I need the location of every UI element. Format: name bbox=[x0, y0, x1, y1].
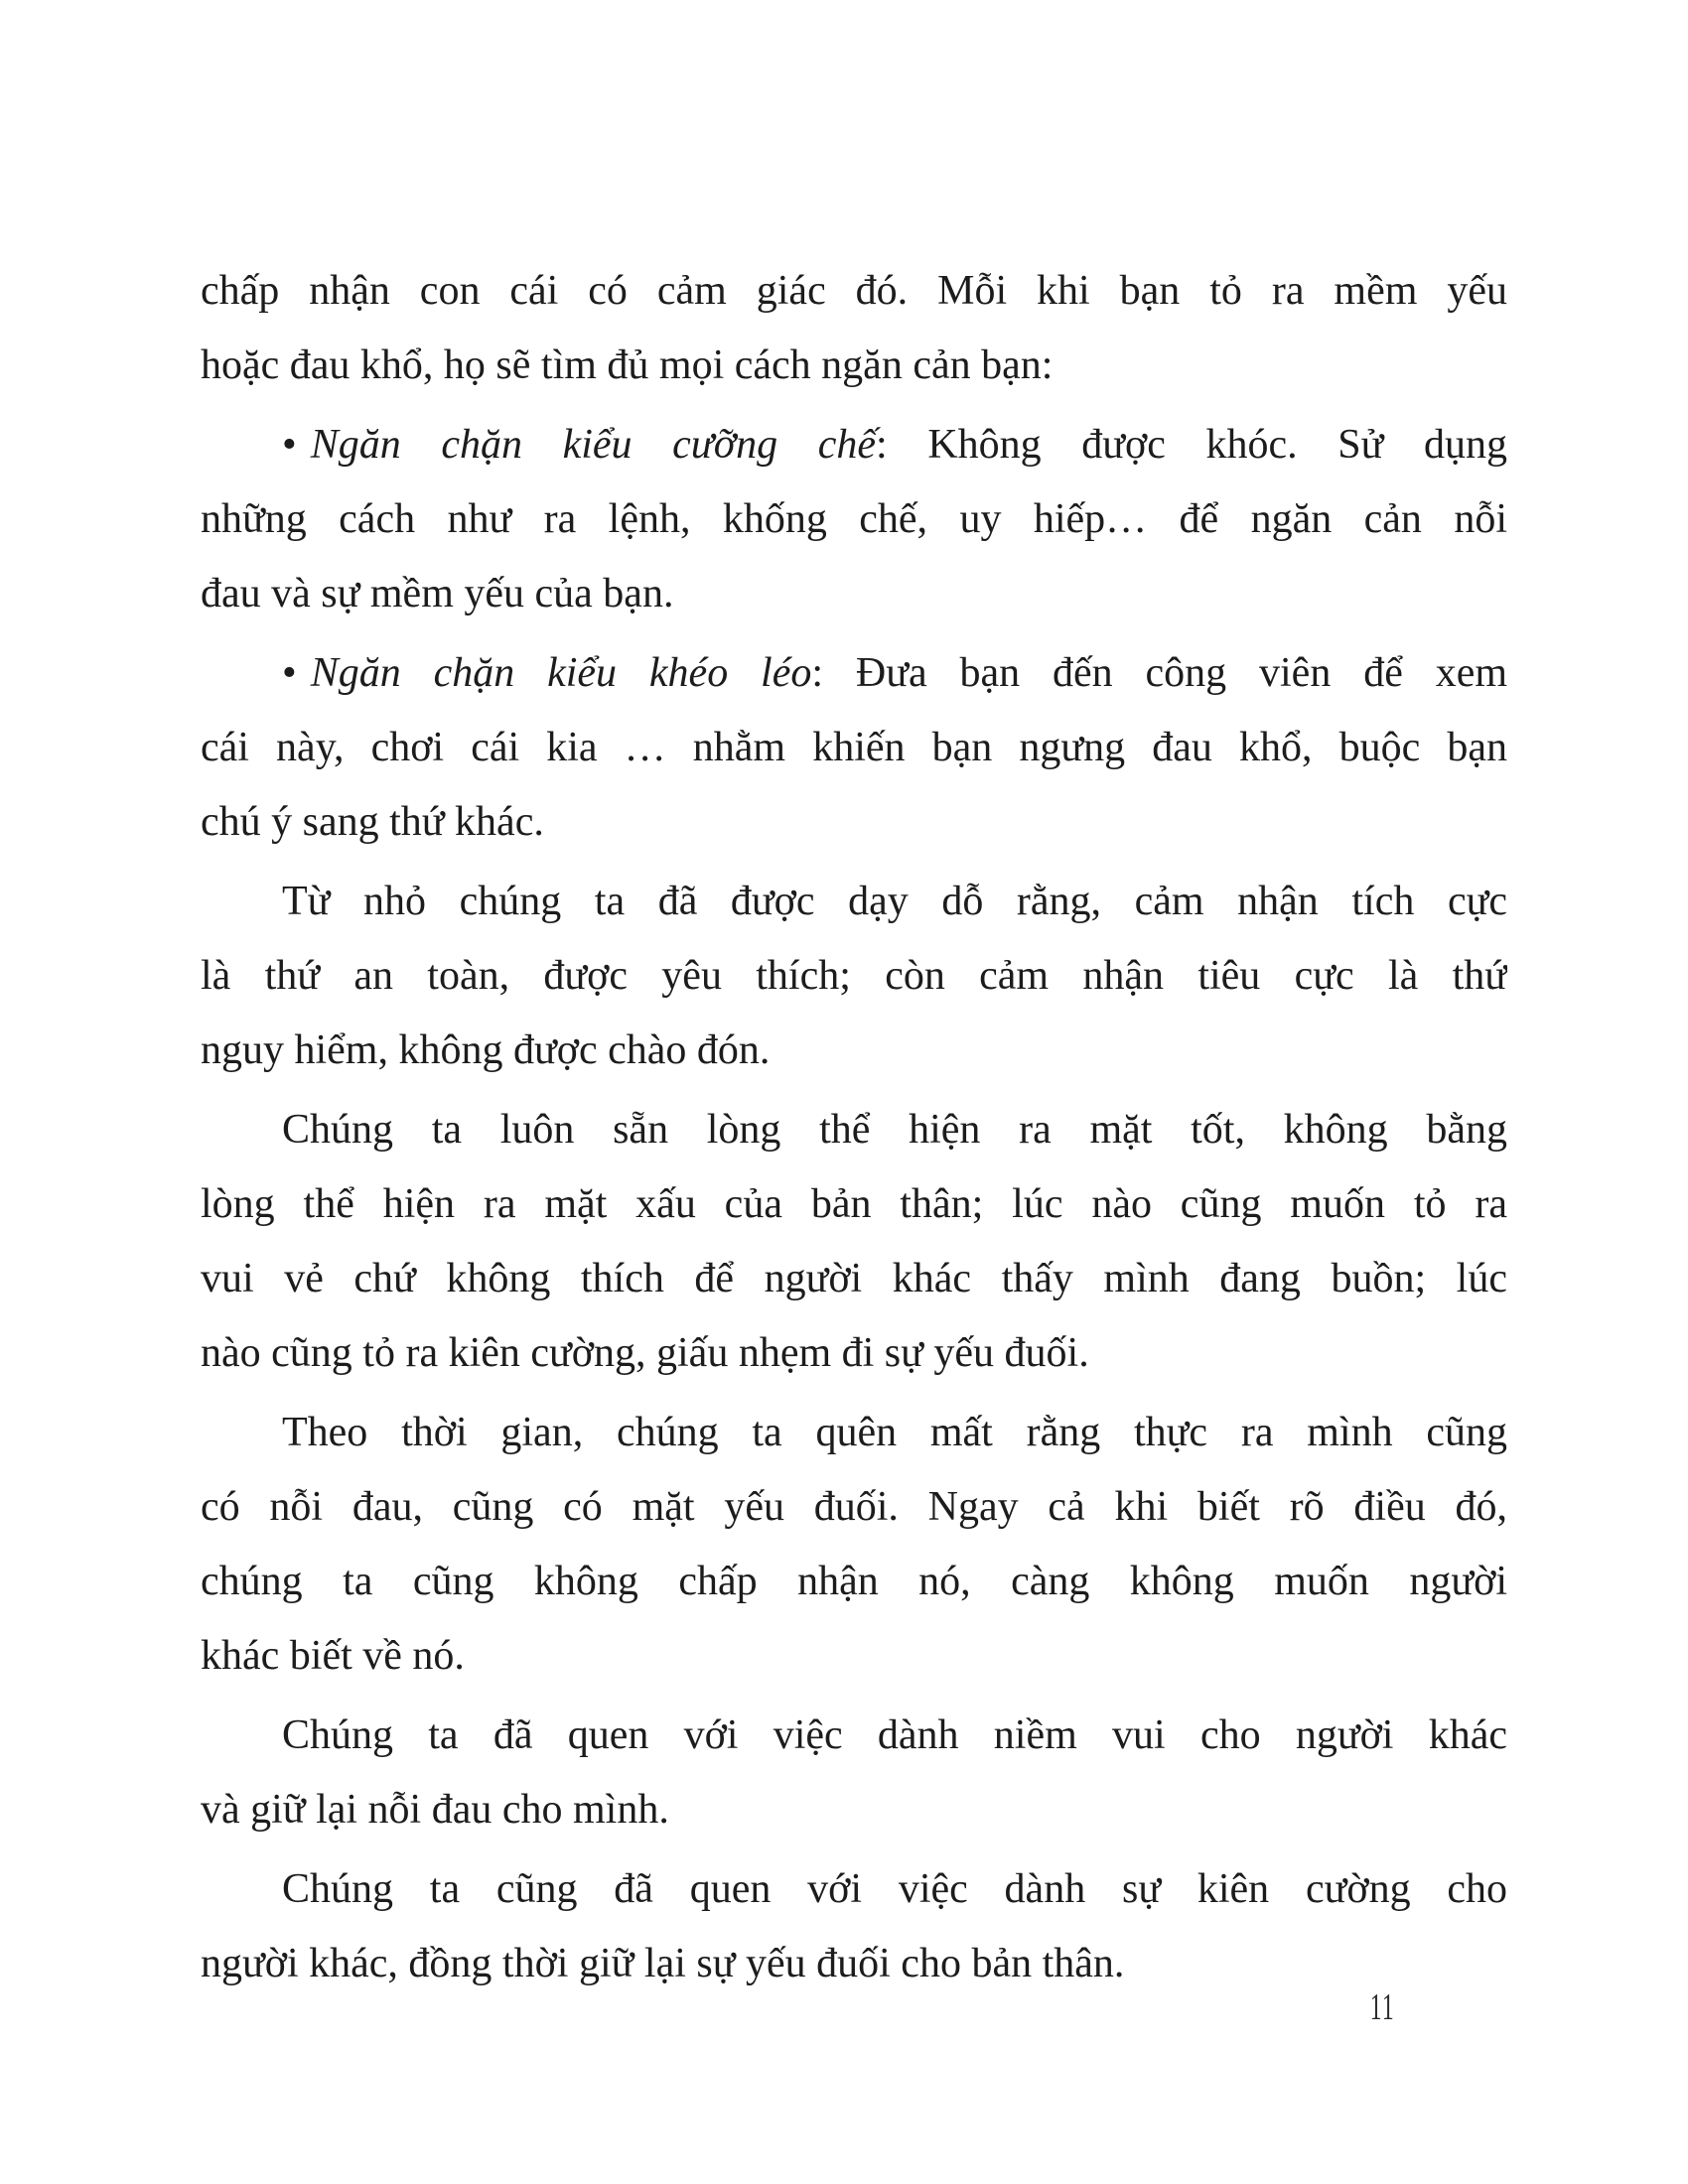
line-text: Chúng ta luôn sẵn lòng thể hiện ra mặt tốt, không bằng bbox=[282, 1107, 1507, 1153]
text-line bbox=[201, 408, 1507, 482]
text-line bbox=[201, 557, 1507, 631]
line-text: là thứ an toàn, được yêu thích; còn cảm nhận tiêu cực là thứ bbox=[201, 953, 1507, 999]
text-line bbox=[201, 329, 1507, 403]
line-text: : Không được khóc. Sử dụng bbox=[876, 422, 1507, 468]
line-text: lòng thể hiện ra mặt xấu của bản thân; lúc nào cũng muốn tỏ ra bbox=[201, 1181, 1507, 1227]
line-text: chúng ta cũng không chấp nhận nó, càng không muốn người bbox=[201, 1559, 1507, 1604]
text-line bbox=[201, 1470, 1507, 1545]
line-text: hoặc đau khổ, họ sẽ tìm đủ mọi cách ngăn cản bạn: bbox=[201, 342, 1054, 388]
text-line bbox=[201, 1316, 1507, 1391]
text-line bbox=[201, 711, 1507, 785]
text-line bbox=[201, 1852, 1507, 1927]
line-text: nguy hiểm, không được chào đón. bbox=[201, 1027, 771, 1073]
italic-phrase: Ngăn chặn kiểu cưỡng chế bbox=[310, 422, 877, 468]
paragraph bbox=[201, 1093, 1507, 1391]
paragraph bbox=[201, 865, 1507, 1088]
text-line bbox=[201, 939, 1507, 1014]
text-line bbox=[201, 1093, 1507, 1167]
text-line bbox=[201, 1014, 1507, 1088]
line-text: Chúng ta cũng đã quen với việc dành sự kiên cường cho bbox=[282, 1866, 1507, 1912]
page-number: 11 bbox=[1369, 1986, 1395, 2028]
bullet-paragraph bbox=[201, 408, 1507, 631]
paragraph bbox=[201, 1396, 1507, 1694]
line-text: Từ nhỏ chúng ta đã được dạy dỗ rằng, cảm nhận tích cực bbox=[282, 879, 1507, 924]
text-line bbox=[201, 1619, 1507, 1694]
text-line bbox=[201, 1927, 1507, 2001]
text-line bbox=[201, 785, 1507, 860]
line-text: Chúng ta đã quen với việc dành niềm vui cho người khác bbox=[282, 1712, 1507, 1758]
line-text: nào cũng tỏ ra kiên cường, giấu nhẹm đi sự yếu đuối. bbox=[201, 1330, 1089, 1376]
bullet-paragraph bbox=[201, 636, 1507, 860]
paragraph bbox=[201, 1852, 1507, 2001]
text-line bbox=[201, 636, 1507, 711]
line-text: Theo thời gian, chúng ta quên mất rằng thực ra mình cũng bbox=[282, 1410, 1507, 1455]
text-line bbox=[201, 1545, 1507, 1619]
text-line bbox=[201, 254, 1507, 329]
text-line bbox=[201, 865, 1507, 939]
line-text: chú ý sang thứ khác. bbox=[201, 799, 544, 845]
italic-phrase: Ngăn chặn kiểu khéo léo bbox=[310, 650, 812, 696]
text-line bbox=[201, 1167, 1507, 1242]
text-line bbox=[201, 1773, 1507, 1847]
line-text: đau và sự mềm yếu của bạn. bbox=[201, 571, 674, 616]
body-text bbox=[201, 254, 1507, 2006]
line-text: những cách như ra lệnh, khống chế, uy hiếp… để ngăn cản nỗi bbox=[201, 496, 1507, 542]
paragraph bbox=[201, 254, 1507, 403]
line-text: và giữ lại nỗi đau cho mình. bbox=[201, 1787, 669, 1833]
text-line bbox=[201, 1396, 1507, 1470]
line-text: người khác, đồng thời giữ lại sự yếu đuối cho bản thân. bbox=[201, 1941, 1125, 1986]
text-line bbox=[201, 1242, 1507, 1316]
line-text: khác biết về nó. bbox=[201, 1633, 465, 1679]
text-line bbox=[201, 1699, 1507, 1773]
line-text: cái này, chơi cái kia … nhằm khiến bạn ngưng đau khổ, buộc bạn bbox=[201, 725, 1507, 770]
paragraph bbox=[201, 1699, 1507, 1847]
text-line bbox=[201, 482, 1507, 557]
line-text: chấp nhận con cái có cảm giác đó. Mỗi khi bạn tỏ ra mềm yếu bbox=[201, 268, 1507, 314]
line-text: : Đưa bạn đến công viên để xem bbox=[811, 650, 1507, 696]
bullet-icon: • bbox=[282, 422, 297, 468]
line-text: vui vẻ chứ không thích để người khác thấy mình đang buồn; lúc bbox=[201, 1256, 1507, 1301]
line-text: có nỗi đau, cũng có mặt yếu đuối. Ngay cả khi biết rõ điều đó, bbox=[201, 1484, 1507, 1530]
bullet-icon: • bbox=[282, 650, 297, 696]
